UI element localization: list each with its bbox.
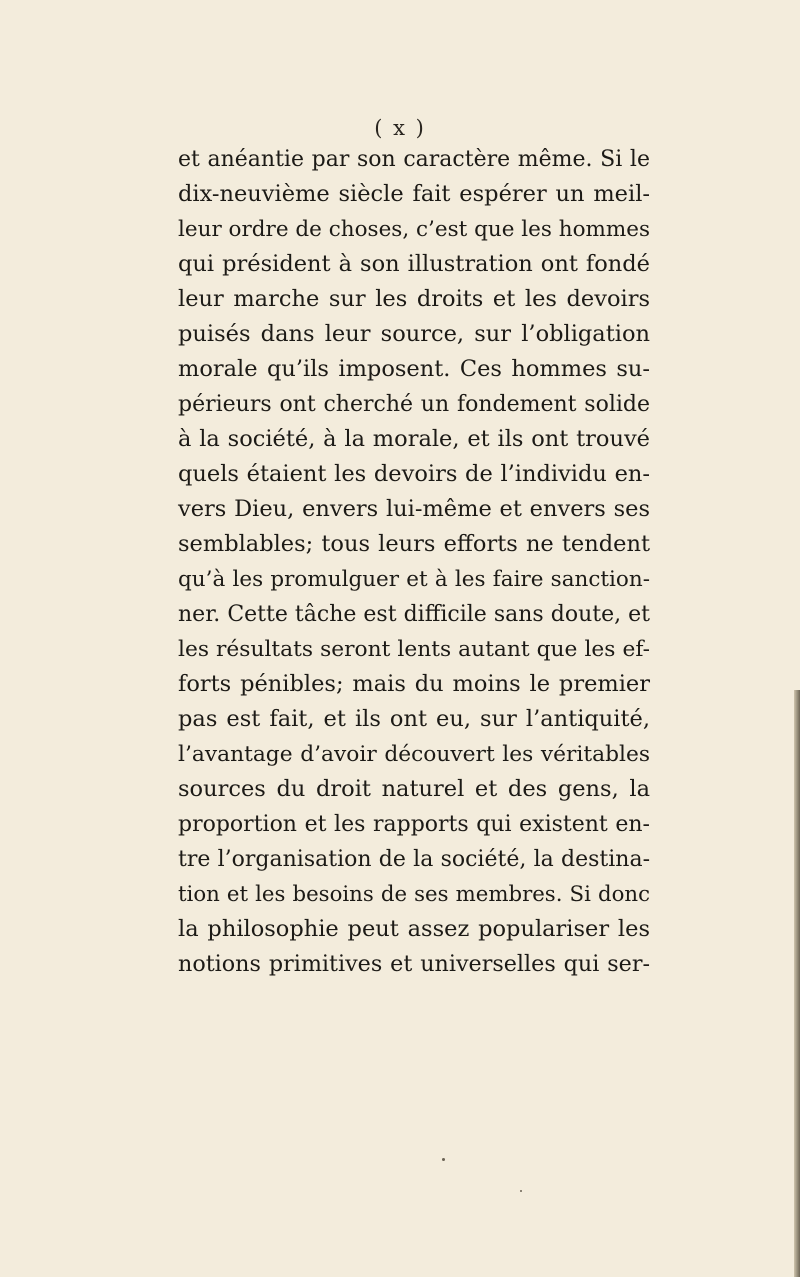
- text-line: proportion et les rapports qui existent en-: [178, 812, 650, 837]
- text-line: à la société, à la morale, et ils ont trouvé: [178, 426, 650, 452]
- body-text: [178, 142, 650, 982]
- text-line: puisés dans leur source, sur l’obligation: [178, 321, 650, 347]
- text-line: notions primitives et universelles qui ser-: [178, 951, 650, 977]
- paper-speck: [442, 1158, 445, 1161]
- text-line: forts pénibles; mais du moins le premier: [178, 671, 650, 697]
- text-line: qui président à son illustration ont fondé: [178, 251, 650, 277]
- text-line: morale qu’ils imposent. Ces hommes su-: [178, 356, 650, 382]
- text-line: les résultats seront lents autant que les ef-: [178, 637, 650, 662]
- text-line: et anéantie par son caractère même. Si le: [178, 147, 650, 172]
- text-line: vers Dieu, envers lui-même et envers ses: [178, 496, 650, 522]
- text-line: périeurs ont cherché un fondement solide: [178, 392, 650, 417]
- text-line: semblables; tous leurs efforts ne tendent: [178, 531, 650, 557]
- text-line: pas est fait, et ils ont eu, sur l’antiquité,: [178, 706, 650, 732]
- page-number: ( x ): [374, 116, 426, 140]
- text-line: leur marche sur les droits et les devoirs: [178, 286, 650, 312]
- text-line: sources du droit naturel et des gens, la: [178, 776, 650, 802]
- text-line: quels étaient les devoirs de l’individu en-: [178, 461, 650, 487]
- paper-speck: [520, 1190, 522, 1192]
- text-line: dix-neuvième siècle fait espérer un meil-: [178, 181, 650, 207]
- text-line: tre l’organisation de la société, la destina-: [178, 847, 650, 872]
- text-line: qu’à les promulguer et à les faire sanction-: [178, 567, 650, 592]
- text-line: leur ordre de choses, c’est que les hommes: [178, 217, 651, 242]
- text-line: l’avantage d’avoir découvert les véritables: [178, 742, 650, 767]
- text-line: ner. Cette tâche est difficile sans doute, et: [178, 602, 650, 627]
- text-line: tion et les besoins de ses membres. Si donc: [178, 882, 650, 907]
- text-line: la philosophie peut assez populariser les: [178, 916, 650, 942]
- page-edge-shadow: [794, 690, 800, 1277]
